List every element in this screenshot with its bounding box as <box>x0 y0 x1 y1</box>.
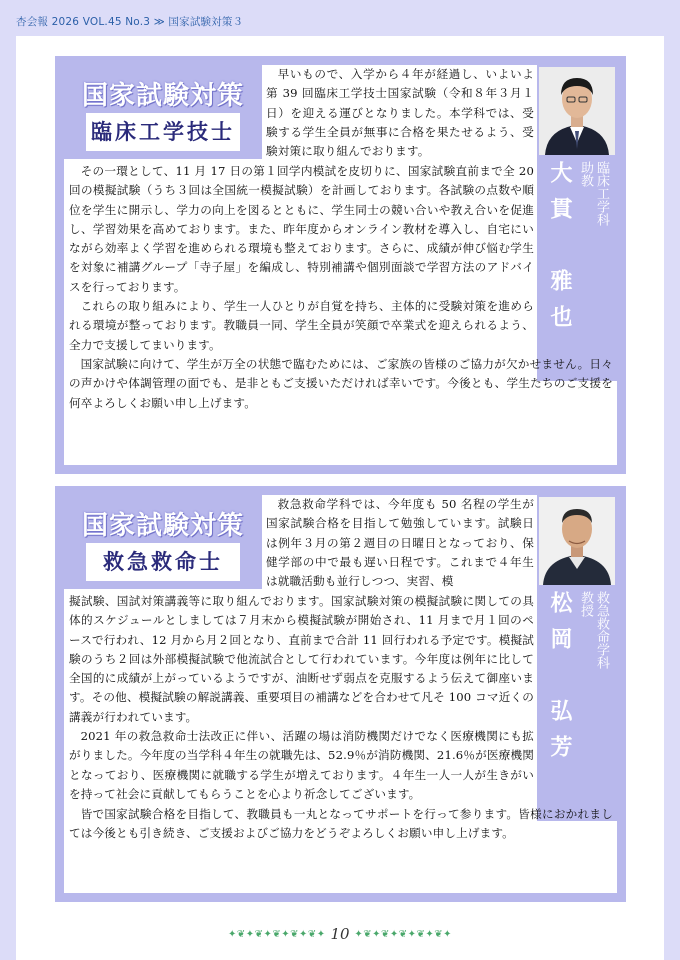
body-paragraph: 2021 年の救急救命士法改正に伴い、活躍の場は消防機関だけでなく医療機関にも拡がりました。今年度の当学科４年生の就職先は、52.9％が消防機関、21.6％が医療機関となっており、医療機関に就職する学生が増えております。４年生一人一人が生きがいを持って社会に貢献してもらうことを心より祈念してございます。 <box>69 729 534 801</box>
author-role: 助教 <box>578 161 593 187</box>
body-paragraph: 擬試験、国試対策講義等に取り組んでおります。国家試験対策の模擬試験に関しての具体的スケジュールとしましては７月末から模擬試験が開始され、11 月まで月１回のペースで行われ、12 月から月２回となり、直前まで合計 11 回行われる予定です。模擬試験のうち２回は外部模擬試験で他流試合として行われています。今年度は例年に比して全国的に成績が上がっているようですが、油断せず弱点を克服するよう伝えて御座います。その他、模擬試験の解説講義、重要項目の補講などを合わせて凡そ 100 コマ近くの講義が行われています。 <box>69 594 534 724</box>
closing-paragraph: 皆で国家試験合格を目指して、教職員も一丸となってサポートを行って参ります。皆様におかれましては今後とも引き続き、ご支援およびご協力をどうぞよろしくお願い申し上げます。 <box>69 807 613 841</box>
intro-text <box>266 495 534 591</box>
page-footer <box>0 925 680 943</box>
section-title: 国家試験対策 <box>81 81 244 111</box>
section-emergency-medical <box>55 486 626 902</box>
author-dept: 臨床工学科 <box>594 161 609 226</box>
section-title: 国家試験対策 <box>81 511 244 541</box>
section-subtitle: 臨床工学技士 <box>86 113 240 151</box>
author-photo <box>539 67 615 155</box>
author-dept: 救急救命学科 <box>594 591 609 669</box>
intro-paragraph: 救急救命学科では、今年度も 50 名程の学生が国家試験合格を目指して勉強しています。試験日は例年３月の第２週目の日曜日となっており、保健学部の中で最も遅い日程です。これまで４年生は就職活動も並行しつつ、実習、模 <box>266 497 534 589</box>
body-paragraph: これらの取り組みにより、学生一人ひとりが自覚を持ち、主体的に受験対策を進められる環境が整っております。教職員一同、学生全員が笑顔で卒業式を迎えられるよう、全力で支援してまいります。 <box>69 299 534 352</box>
author-role: 教授 <box>578 591 593 617</box>
author-photo <box>539 497 615 585</box>
body-text <box>69 592 534 804</box>
section-title-box <box>64 65 262 159</box>
ornament-right-icon: ✦❦✦❦✦❦✦❦✦❦✦ <box>354 929 452 940</box>
intro-text <box>266 65 534 161</box>
author-name: 松岡 弘芳 <box>547 591 573 771</box>
intro-paragraph: 早いもので、入学から４年が経過し、いよいよ第 39 回臨床工学技士国家試験（令和８年３月１日）を迎える運びとなりました。本学科では、受験する学生全員が無事に合格を果たせるよう、受験対策に取り組んでおります。 <box>266 67 534 159</box>
author-name: 大貫 雅也 <box>547 161 573 341</box>
body-paragraph: その一環として、11 月 17 日の第１回学内模試を皮切りに、国家試験直前まで全 20 回の模擬試験（うち３回は全国統一模擬試験）を計画しております。各試験の点数や順位を学生に開示し、学力の向上を図るとともに、学生同士の競い合いや教え合いを促進し、学習効果を高めております。また、昨年度からオンライン教材を導入し、自宅にいながら効率よく学習を進められる環境も整えております。さらに、成績が伸び悩む学生を対象に補講グループ「寺子屋」を編成し、特別補講や個別面談で学習方法のアドバイスを行っております。 <box>69 164 534 294</box>
author-affiliation <box>577 591 609 669</box>
section-title-box <box>64 495 262 589</box>
ornament-left-icon: ✦❦✦❦✦❦✦❦✦❦✦ <box>228 929 326 940</box>
running-header: 杏会報 2026 VOL.45 No.3 ≫ 国家試験対策３ <box>16 16 244 28</box>
section-clinical-engineering <box>55 56 626 474</box>
closing-text <box>69 355 613 413</box>
author-affiliation <box>577 161 609 226</box>
author-box <box>537 495 617 821</box>
closing-paragraph: 国家試験に向けて、学生が万全の状態で臨むためには、ご家族の皆様のご協力が欠かせません。日々の声かけや体調管理の面でも、是非ともご支援いただければ幸いです。今後とも、学生たちのご支援を何卒よろしくお願い申し上げます。 <box>69 357 613 410</box>
section-subtitle: 救急救命士 <box>86 543 240 581</box>
author-box <box>537 65 617 381</box>
body-text <box>69 162 534 355</box>
page-number: 10 <box>330 925 350 943</box>
closing-text <box>69 805 613 844</box>
